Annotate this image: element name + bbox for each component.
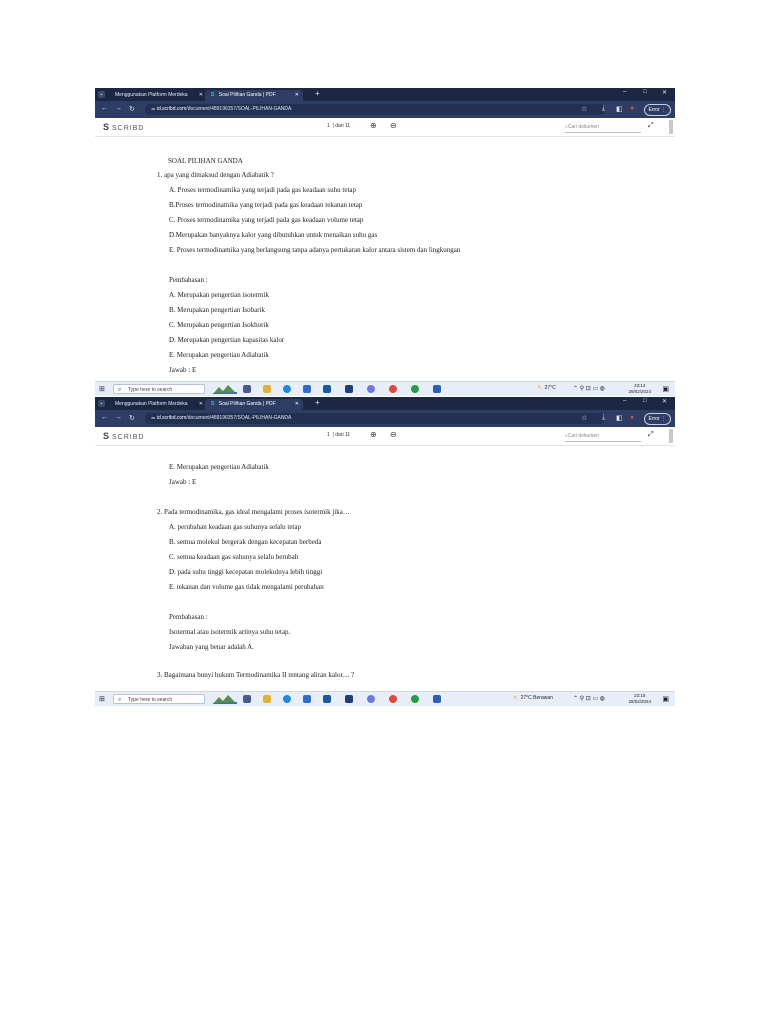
windows-start-icon[interactable]: ⊞	[99, 386, 105, 393]
weather-widget[interactable]: ⛅ 27°C Berawan	[513, 695, 553, 701]
tab-platform-merdeka[interactable]	[109, 90, 207, 101]
error-button[interactable]: Error ⋮	[644, 104, 672, 116]
screenshot-bottom	[95, 397, 675, 707]
app-icon[interactable]	[367, 695, 375, 703]
tab-title: Soal Pilihan Ganda | PDF	[218, 92, 276, 98]
url-field[interactable]	[145, 104, 605, 115]
scribd-toolbar	[95, 427, 675, 446]
explanation-a: A. Merupakan pengertian isotermik	[169, 291, 269, 299]
weather-widget[interactable]: ⛅ 27°C	[537, 385, 556, 391]
clock[interactable]: 23:14 28/02/2024	[628, 383, 651, 394]
option-a: A. Proses termodinamika yang terjadi pada gas keadaan suhu tetap	[169, 186, 356, 194]
weather-icon: ⛅	[537, 385, 544, 391]
sidepanel-icon[interactable]: ◧	[616, 106, 623, 113]
pembahasan-label: Pembahasan :	[169, 613, 208, 621]
close-tab-icon[interactable]: ✕	[294, 401, 299, 407]
question-3: 3. Bagaimana bunyi hukum Termodinamika II tentang aliran kalor.... ?	[157, 671, 355, 679]
back-arrow-icon[interactable]: ←	[101, 414, 108, 421]
option-b: B. semua molekul bergerak dengan kecepatan berbeda	[169, 538, 322, 546]
search-icon: ⌕	[118, 387, 122, 393]
url-host: id.scribd.com	[156, 415, 187, 421]
option-c: C. semua keadaan gas suhunya selalu berubah	[169, 553, 299, 561]
mail-icon[interactable]	[303, 695, 311, 703]
window-close-button[interactable]: ✕	[662, 399, 668, 405]
option-c: C. Proses termodinamika yang terjadi pada gas keadaan volume tetap	[169, 216, 364, 224]
option-d: D.Merupakan banyaknya kalor yang dibutuhkan untuk menaikan suhu gas	[169, 231, 378, 239]
chrome-icon[interactable]	[389, 695, 397, 703]
zoom-out-icon[interactable]: ⊖	[390, 121, 397, 130]
store-icon[interactable]	[323, 385, 331, 393]
option-a: A. perubahan keadaan gas suhunya selalu tetap	[169, 523, 301, 531]
url-path: /document/489196357/SOAL-PILIHAN-GANDA	[186, 415, 292, 421]
option-d: D. pada suhu tinggi kecepatan molekulnya lebih tinggi	[169, 568, 323, 576]
taskbar-widget-landscape-icon[interactable]	[213, 384, 237, 394]
fullscreen-icon[interactable]: ⤢	[648, 431, 654, 438]
question-2: 2. Pada termodinamika, gas ideal mengalami proses isotermik jika…	[157, 508, 350, 516]
page-number-input[interactable]: 1	[327, 432, 330, 438]
clock[interactable]: 23:15 28/02/2024	[628, 693, 651, 704]
explanation-b: B. Merupakan pengertian Isobarik	[169, 306, 266, 314]
profile-avatar-icon[interactable]: ●	[630, 105, 635, 112]
system-tray-icons[interactable]: ⌃ ⚲ ⊡ ▭ ◍	[573, 696, 606, 702]
weather-icon: ⛅	[513, 695, 520, 701]
task-view-icon[interactable]	[243, 695, 251, 703]
document-search-input[interactable]: ⌕Cari dokumen	[565, 122, 641, 133]
address-bar	[95, 410, 675, 427]
windows-taskbar	[95, 691, 675, 706]
browser-tab-bar	[95, 397, 675, 410]
error-button[interactable]: Error ⋮	[644, 413, 672, 425]
search-icon: ⌕	[118, 697, 122, 703]
calculator-icon[interactable]	[345, 385, 353, 393]
new-tab-button[interactable]: +	[315, 398, 320, 407]
url-path: /document/489196357/SOAL-PILIHAN-GANDA	[186, 106, 292, 112]
taskbar-search-input[interactable]: ⌕ Type here to search	[113, 384, 205, 394]
scribd-favicon-icon: S	[211, 401, 215, 407]
browser-tab-bar	[95, 88, 675, 101]
tab-search-icon[interactable]: ⌄	[99, 91, 104, 97]
back-arrow-icon[interactable]: ←	[101, 105, 108, 112]
scrollbar[interactable]	[669, 120, 673, 134]
page-title: SOAL PILIHAN GANDA	[168, 157, 243, 165]
site-info-icon[interactable]: ⚌	[151, 106, 157, 112]
file-explorer-icon[interactable]	[263, 385, 271, 393]
close-tab-icon[interactable]: ✕	[198, 401, 203, 407]
answer-label: Jawab : E	[169, 478, 197, 486]
minimize-button[interactable]: –	[623, 398, 627, 404]
download-icon[interactable]: ⤓	[602, 105, 606, 112]
scrollbar[interactable]	[669, 429, 673, 443]
option-b: B.Proses termodinamika yang terjadi pada gas keadaan tekanan tetap	[169, 201, 363, 209]
bookmark-star-icon[interactable]: ☆	[581, 415, 588, 422]
zoom-in-icon[interactable]: ⊕	[370, 121, 377, 130]
explanation-c: C. Merupakan pengertian Isokhorik	[169, 321, 269, 329]
chrome-profile-icon[interactable]	[411, 385, 419, 393]
answer-label: Jawab : E	[169, 366, 197, 374]
tab-soal-pilihan-ganda[interactable]	[205, 90, 303, 101]
file-explorer-icon[interactable]	[263, 695, 271, 703]
windows-taskbar	[95, 381, 675, 396]
scribd-toolbar	[95, 118, 675, 137]
maximize-button[interactable]: □	[643, 398, 647, 404]
explanation-text: Isotermal atau isotermik artinya suhu tetap.	[169, 628, 291, 636]
page-indicator: 1 | dari 11	[327, 432, 351, 438]
edge-icon[interactable]	[283, 695, 291, 703]
window-close-button[interactable]: ✕	[662, 90, 668, 96]
page-indicator: 1 | dari 11	[327, 123, 351, 129]
tab-title: Soal Pilihan Ganda | PDF	[218, 401, 276, 407]
app-icon[interactable]	[367, 385, 375, 393]
tab-title: Menggunakan Platform Merdeka	[115, 92, 188, 98]
document-search-input[interactable]: ⌕Cari dokumen	[565, 431, 641, 442]
maximize-button[interactable]: □	[643, 89, 647, 95]
pembahasan-label: Pembahasan :	[169, 276, 208, 284]
question-1: 1. apa yang dimaksud dengan Adiabatik ?	[157, 171, 274, 179]
close-tab-icon[interactable]: ✕	[198, 92, 203, 98]
page-number-input[interactable]: 1	[327, 123, 330, 129]
close-tab-icon[interactable]: ✕	[294, 92, 299, 98]
tab-soal-pilihan-ganda[interactable]	[205, 399, 303, 410]
bookmark-star-icon[interactable]: ☆	[581, 106, 588, 113]
forward-arrow-icon[interactable]: →	[115, 105, 122, 112]
tab-title: Menggunakan Platform Merdeka	[115, 401, 188, 407]
store-icon[interactable]	[323, 695, 331, 703]
forward-arrow-icon[interactable]: →	[115, 414, 122, 421]
site-info-icon[interactable]: ⚌	[151, 415, 157, 421]
notification-icon[interactable]: ▣	[662, 696, 669, 703]
minimize-button[interactable]: –	[623, 89, 627, 95]
screenshot-top	[95, 88, 675, 396]
zoom-out-icon[interactable]: ⊖	[390, 430, 397, 439]
chrome-profile-icon[interactable]	[411, 695, 419, 703]
new-tab-button[interactable]: +	[315, 89, 320, 98]
mail-icon[interactable]	[303, 385, 311, 393]
system-tray-icons[interactable]: ⌃ ⚲ ⊡ ▭ ◍	[573, 386, 606, 392]
sidepanel-icon[interactable]: ◧	[616, 415, 623, 422]
taskbar-search-input[interactable]: ⌕ Type here to search	[113, 694, 205, 704]
scribd-favicon-icon: S	[211, 92, 215, 98]
scribd-logo[interactable]: S SCRIBD	[103, 122, 145, 132]
notification-icon[interactable]: ▣	[662, 386, 669, 393]
url-field[interactable]	[145, 413, 605, 424]
scribd-logo[interactable]: S SCRIBD	[103, 431, 145, 441]
explanation-d: D. Merupakan pengertian kapasitas kalor	[169, 336, 285, 344]
url-host: id.scribd.com	[156, 106, 187, 112]
fullscreen-icon[interactable]: ⤢	[648, 122, 654, 129]
zoom-in-icon[interactable]: ⊕	[370, 430, 377, 439]
download-icon[interactable]: ⤓	[602, 414, 606, 421]
option-e: E. tekanan dan volume gas tidak mengalami perubahan	[169, 583, 324, 591]
explanation-e: E. Merupakan pengertian Adiabatik	[169, 463, 269, 471]
chrome-icon[interactable]	[389, 385, 397, 393]
explanation-e: E. Merupakan pengertian Adiabatik	[169, 351, 269, 359]
edge-icon[interactable]	[283, 385, 291, 393]
tab-platform-merdeka[interactable]	[109, 399, 207, 410]
profile-avatar-icon[interactable]: ●	[630, 414, 635, 421]
word-icon[interactable]	[433, 695, 441, 703]
reload-icon[interactable]: ↻	[129, 106, 135, 113]
option-e: E. Proses termodinamika yang berlangsung tanpa adanya pertukaran kalor antara sistem dan lingkungan	[169, 246, 461, 254]
tab-search-icon[interactable]: ⌄	[99, 400, 104, 406]
reload-icon[interactable]: ↻	[129, 415, 135, 422]
task-view-icon[interactable]	[243, 385, 251, 393]
answer-text: Jawaban yang benar adalah A.	[169, 643, 254, 651]
calculator-icon[interactable]	[345, 695, 353, 703]
word-icon[interactable]	[433, 385, 441, 393]
taskbar-widget-landscape-icon[interactable]	[213, 694, 237, 704]
address-bar	[95, 101, 675, 118]
windows-start-icon[interactable]: ⊞	[99, 696, 105, 703]
